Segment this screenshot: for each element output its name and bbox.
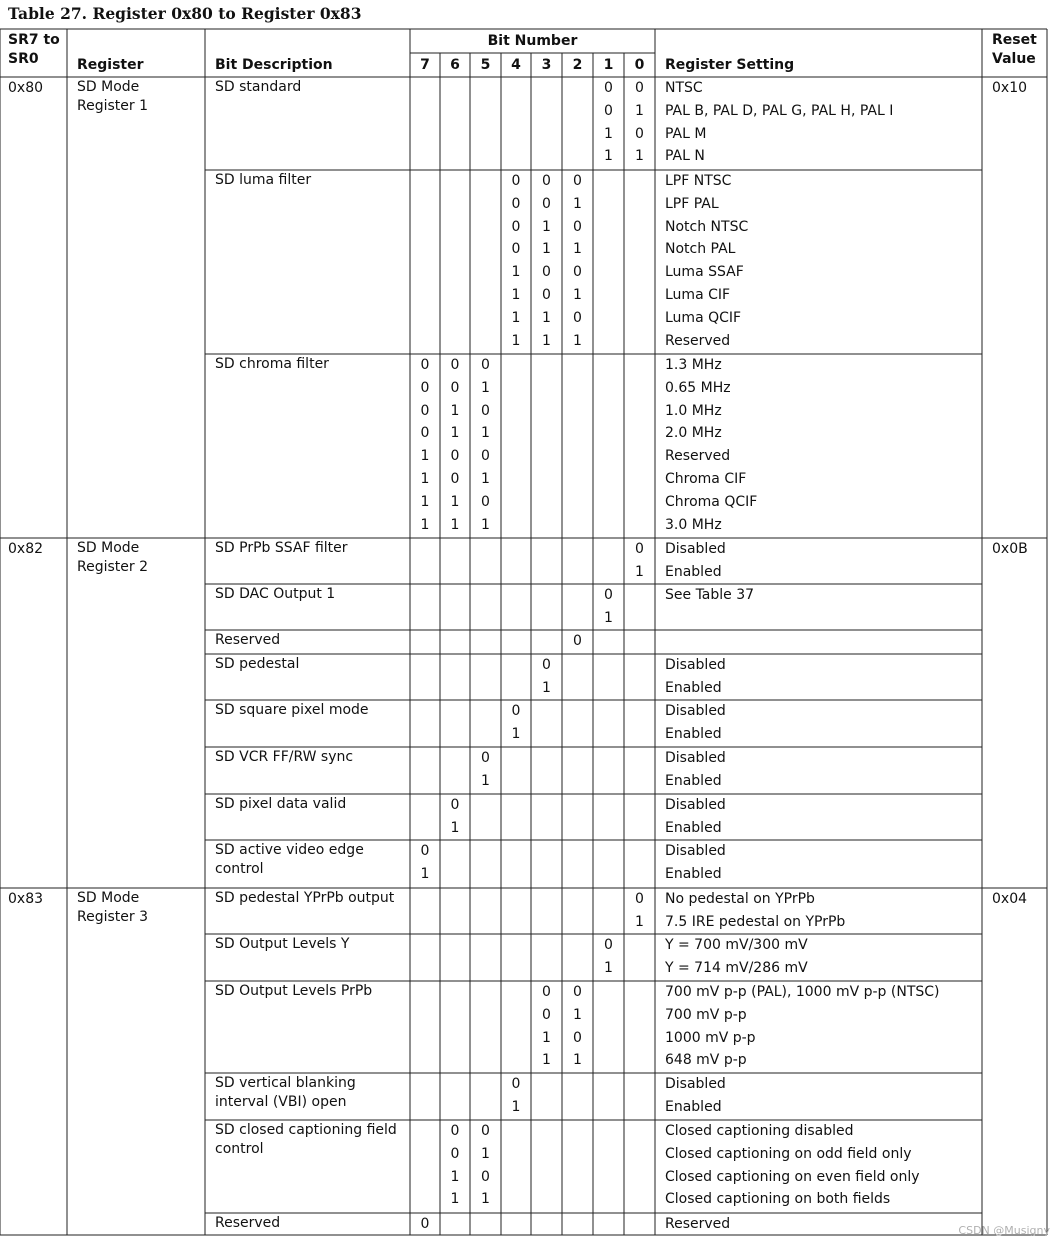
bit-value: 0 — [450, 797, 460, 813]
register-setting: Enabled — [665, 865, 722, 882]
register-setting: Enabled — [665, 563, 722, 580]
register-setting: 0.65 MHz — [665, 379, 731, 396]
header-bit-0: 0 — [634, 57, 645, 73]
bit-value: 1 — [573, 332, 582, 349]
bit-value: 0 — [511, 703, 521, 719]
header-bit-2: 2 — [572, 57, 583, 73]
bit-value: 0 — [481, 402, 490, 419]
register-setting: Enabled — [665, 725, 722, 742]
bit-value: 1 — [450, 1191, 460, 1208]
bit-value: 0 — [604, 80, 613, 96]
register-setting: PAL M — [665, 125, 707, 142]
header-bit-5: 5 — [480, 57, 491, 73]
field-description: SD Output Levels Y — [215, 936, 350, 952]
bit-value: 0 — [573, 984, 582, 1000]
bit-value: 1 — [542, 679, 551, 696]
bit-value: 0 — [635, 541, 644, 557]
bit-value: 1 — [635, 102, 644, 119]
field-description: SD Output Levels PrPb — [215, 983, 373, 999]
bit-value: 0 — [511, 1076, 521, 1092]
field-description: SD PrPb SSAF filter — [215, 540, 348, 556]
bit-value: 1 — [573, 241, 582, 258]
register-setting: Chroma QCIF — [665, 493, 758, 510]
register-name: SD Mode Register 1 — [77, 79, 148, 114]
register-setting: Reserved — [665, 448, 731, 465]
field-description: SD vertical blanking interval (VBI) open — [215, 1075, 356, 1110]
register-setting: Closed captioning on odd field only — [665, 1145, 912, 1162]
register-setting: NTSC — [665, 80, 703, 96]
bit-value: 0 — [511, 218, 521, 235]
field-description: SD active video edge control — [215, 842, 364, 877]
register-setting: LPF NTSC — [665, 173, 732, 189]
field-description: Reserved — [215, 1215, 281, 1231]
field-description: SD standard — [215, 79, 302, 95]
bit-value: 1 — [481, 516, 490, 533]
header-bit-6: 6 — [450, 57, 460, 73]
register-setting: Disabled — [665, 657, 726, 673]
register-setting: Enabled — [665, 679, 722, 696]
bit-value: 0 — [481, 750, 490, 766]
header-bit-7: 7 — [420, 57, 430, 73]
bit-value: 0 — [542, 984, 551, 1000]
bit-value: 0 — [573, 264, 582, 281]
bit-value: 1 — [635, 913, 644, 930]
register-setting: Closed captioning on both fields — [665, 1191, 891, 1208]
bit-value: 0 — [511, 241, 521, 258]
bit-value: 0 — [420, 425, 430, 442]
register-setting: Disabled — [665, 843, 726, 859]
bit-value: 1 — [604, 148, 613, 165]
bit-value: 0 — [573, 173, 582, 189]
header-bit-1: 1 — [603, 57, 614, 73]
bit-value: 1 — [420, 493, 430, 510]
bit-value: 0 — [481, 357, 490, 373]
bit-value: 0 — [420, 843, 430, 859]
field-description: SD pixel data valid — [215, 796, 347, 812]
register-setting: Reserved — [665, 1216, 731, 1232]
field-description: SD VCR FF/RW sync — [215, 749, 354, 765]
register-setting: PAL N — [665, 148, 705, 165]
bit-value: 1 — [511, 264, 521, 281]
register-address: 0x80 — [8, 80, 44, 96]
bit-value: 1 — [420, 516, 430, 533]
bit-value: 0 — [420, 357, 430, 373]
register-setting: Disabled — [665, 541, 726, 557]
bit-value: 1 — [511, 1098, 521, 1115]
register-setting: Luma SSAF — [665, 264, 744, 281]
register-setting: Y = 714 mV/286 mV — [665, 959, 808, 976]
bit-value: 1 — [542, 1029, 551, 1046]
register-setting: 648 mV p-p — [665, 1052, 747, 1069]
bit-value: 0 — [635, 80, 644, 96]
register-setting: Disabled — [665, 797, 726, 813]
bit-value: 1 — [635, 563, 644, 580]
register-setting: PAL B, PAL D, PAL G, PAL H, PAL I — [665, 102, 894, 119]
bit-value: 0 — [450, 379, 460, 396]
bit-value: 1 — [450, 1168, 460, 1185]
bit-value: 0 — [542, 287, 551, 303]
bit-value: 1 — [542, 218, 551, 235]
register-reset-value: 0x0B — [992, 541, 1028, 557]
bit-value: 1 — [604, 609, 613, 626]
bit-value: 1 — [604, 959, 613, 976]
bit-value: 0 — [481, 1123, 490, 1139]
bit-value: 0 — [481, 1168, 490, 1185]
bit-value: 1 — [542, 332, 551, 349]
field-description: Reserved — [215, 632, 281, 648]
bit-value: 1 — [511, 309, 521, 326]
register-address: 0x82 — [8, 541, 44, 557]
bit-value: 1 — [481, 379, 490, 396]
register-reset-value: 0x10 — [992, 80, 1028, 96]
bit-value: 0 — [450, 448, 460, 465]
bit-value: 1 — [542, 309, 551, 326]
bit-value: 0 — [635, 891, 644, 907]
register-setting: Enabled — [665, 1098, 722, 1115]
header-register-setting: Register Setting — [665, 57, 795, 73]
bit-value: 0 — [542, 195, 551, 212]
register-setting: 700 mV p-p — [665, 1006, 747, 1023]
register-setting: 1.3 MHz — [665, 357, 722, 373]
watermark: CSDN @Musigny — [958, 1224, 1050, 1237]
register-setting: 2.0 MHz — [665, 425, 722, 442]
bit-value: 1 — [450, 493, 460, 510]
bit-value: 0 — [420, 1216, 430, 1232]
bit-value: 0 — [573, 309, 582, 326]
bit-value: 0 — [604, 102, 613, 119]
register-setting: Notch PAL — [665, 241, 736, 258]
register-setting: Closed captioning disabled — [665, 1123, 854, 1139]
register-setting: Luma CIF — [665, 287, 731, 303]
register-address: 0x83 — [8, 891, 44, 907]
bit-value: 1 — [542, 1052, 551, 1069]
bit-value: 1 — [511, 287, 521, 303]
bit-value: 1 — [481, 1191, 490, 1208]
header-bit-4: 4 — [511, 57, 521, 73]
bit-value: 0 — [450, 1145, 460, 1162]
bit-value: 1 — [420, 471, 430, 487]
bit-value: 0 — [542, 264, 551, 281]
bit-value: 0 — [481, 493, 490, 510]
bit-value: 0 — [635, 125, 644, 142]
bit-value: 1 — [450, 402, 460, 419]
bit-value: 1 — [450, 516, 460, 533]
bit-value: 0 — [450, 1123, 460, 1139]
bit-value: 0 — [604, 587, 613, 603]
bit-value: 0 — [542, 1006, 551, 1023]
register-setting: Chroma CIF — [665, 471, 747, 487]
bit-value: 0 — [573, 633, 582, 649]
table-title: Table 27. Register 0x80 to Register 0x83 — [8, 4, 362, 23]
bit-value: 1 — [542, 241, 551, 258]
bit-value: 1 — [481, 471, 490, 487]
bit-value: 1 — [573, 287, 582, 303]
bit-value: 1 — [573, 1052, 582, 1069]
register-setting: 1000 mV p-p — [665, 1029, 756, 1046]
bit-value: 1 — [481, 425, 490, 442]
register-setting: Enabled — [665, 819, 722, 836]
register-name: SD Mode Register 2 — [77, 540, 148, 575]
register-setting: Y = 700 mV/300 mV — [665, 937, 808, 953]
bit-value: 0 — [573, 1029, 582, 1046]
header-register: Register — [77, 57, 144, 73]
bit-value: 0 — [511, 173, 521, 189]
bit-value: 1 — [604, 125, 613, 142]
register-setting: Disabled — [665, 703, 726, 719]
bit-value: 0 — [420, 402, 430, 419]
bit-value: 1 — [573, 1006, 582, 1023]
register-setting: Notch NTSC — [665, 218, 749, 235]
bit-value: 0 — [604, 937, 613, 953]
register-setting: Closed captioning on even field only — [665, 1168, 920, 1185]
field-description: SD closed captioning field control — [215, 1122, 397, 1157]
bit-value: 0 — [542, 657, 551, 673]
register-setting: 700 mV p-p (PAL), 1000 mV p-p (NTSC) — [665, 984, 940, 1000]
field-description: SD DAC Output 1 — [215, 586, 336, 602]
header-bit-number: Bit Number — [487, 33, 578, 49]
field-description: SD square pixel mode — [215, 702, 369, 718]
bit-value: 1 — [420, 865, 430, 882]
bit-value: 1 — [481, 1145, 490, 1162]
register-setting: See Table 37 — [665, 587, 755, 603]
register-setting: Disabled — [665, 750, 726, 766]
register-reset-value: 0x04 — [992, 891, 1028, 907]
register-name: SD Mode Register 3 — [77, 890, 148, 925]
register-setting: 3.0 MHz — [665, 516, 722, 533]
register-setting: LPF PAL — [665, 195, 719, 212]
bit-value: 1 — [635, 148, 644, 165]
register-setting: Enabled — [665, 772, 722, 789]
bit-value: 0 — [511, 195, 521, 212]
bit-value: 1 — [481, 772, 490, 789]
register-setting: 1.0 MHz — [665, 402, 722, 419]
bit-value: 1 — [511, 332, 521, 349]
header-reset-value: Reset Value — [992, 32, 1037, 67]
bit-value: 1 — [420, 448, 430, 465]
register-setting: Reserved — [665, 332, 731, 349]
bit-value: 1 — [573, 195, 582, 212]
field-description: SD pedestal YPrPb output — [215, 890, 395, 906]
field-description: SD chroma filter — [215, 356, 329, 372]
register-setting: Luma QCIF — [665, 309, 742, 326]
field-description: SD luma filter — [215, 172, 312, 188]
bit-value: 1 — [450, 819, 460, 836]
register-setting: 7.5 IRE pedestal on YPrPb — [665, 913, 846, 930]
field-description: SD pedestal — [215, 656, 300, 672]
bit-value: 0 — [481, 448, 490, 465]
header-bit-description: Bit Description — [215, 57, 333, 73]
register-setting: No pedestal on YPrPb — [665, 891, 815, 907]
bit-value: 0 — [450, 357, 460, 373]
bit-value: 0 — [420, 379, 430, 396]
register-setting: Disabled — [665, 1076, 726, 1092]
bit-value: 0 — [542, 173, 551, 189]
bit-value: 1 — [450, 425, 460, 442]
header-address: SR7 to SR0 — [8, 32, 60, 67]
bit-value: 0 — [573, 218, 582, 235]
bit-value: 1 — [511, 725, 521, 742]
header-bit-3: 3 — [541, 57, 552, 73]
bit-value: 0 — [450, 471, 460, 487]
